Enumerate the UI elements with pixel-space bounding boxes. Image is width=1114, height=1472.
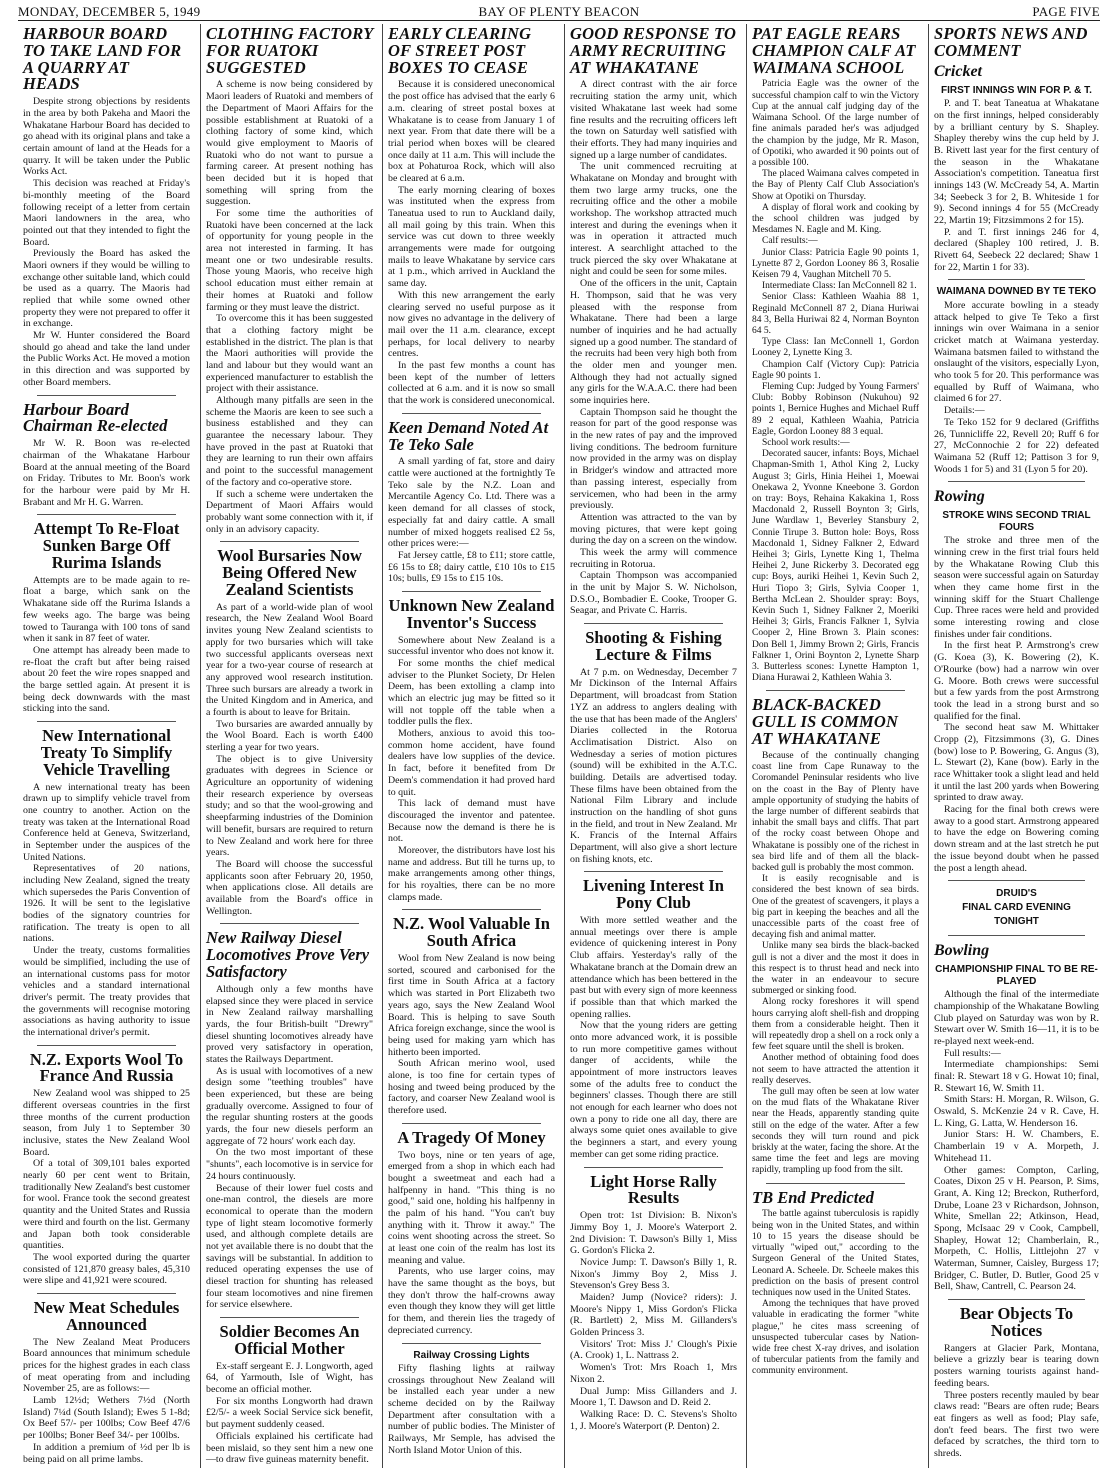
story-divider [220, 923, 359, 924]
article-paragraph: In the first heat P. Armstrong's crew (G. Koea (3), K. Bowering (2), K. O'Rourke (bow) had a narrow win over G. Moore. Both crews were successful but a few yards from the post Armstrong took the lead in a strong burst and so qualified for the final. [934, 640, 1099, 722]
story-divider [37, 395, 176, 396]
article-paragraph: Te Teko 152 for 9 declared (Griffiths 26, Tunnicliffe 22, Revell 20; Ruff 6 for 27, McConnochie 2 for 22) defeated Waimana 52 (Ruff 12; Pattison 3 for 9, Woods 1 for 5) and 31 (Lyon 5 for 20). [934, 416, 1099, 475]
article-paragraph: Dual Jump: Miss Gillanders and J. Moore 1, T. Dawson and D. Reid 2. [570, 1385, 737, 1409]
article-paragraph: Unlike many sea birds the black-backed gull is not a diver and the most it does in this respect is to thrust head and neck into the water in an endeavour to secure submerged or sinking food. [752, 941, 919, 997]
story-divider [584, 1167, 723, 1168]
article-paragraph: The New Zealand Meat Producers Board announces that minimum schedule prices for the highest grades in each class of meat operating from and including November 25, are as follows:— [23, 1336, 190, 1395]
article-paragraph: Among the techniques that have proved valuable in eradicating the former "white plague," he cites mass screening of unsuspected tubercular cases by Nation-wide free chest X-ray drives, and isolation of tubercular patients from the family and community environment. [752, 1299, 919, 1377]
story-divider [402, 591, 541, 592]
page-number: PAGE FIVE [1032, 4, 1100, 19]
article-headline: New International Treaty To Simplify Vehicle Travelling [40, 726, 173, 779]
article-paragraph: A direct contrast with the air force recruiting station the army unit, which visited Whakatane last week had some fine results and the recruiting officers left the town on Saturday well satisfied with their efforts. They had many inquiries and signed up a large number of candidates. [570, 79, 737, 161]
notice-line: DRUID'S [996, 888, 1037, 900]
article-paragraph: The stroke and three men of the winning crew in the first trial fours held by the Whakatane Rowing Club this season were successful again on Saturday when they came home first in the winning skiff for the Stuart Challenge Cup. Three races were held and provided some interesting rowing and close finishes under fair conditions. [934, 535, 1099, 640]
article [23, 399, 190, 509]
article-paragraph: Moreover, the distributors have lost his name and address. But till he turns up, to make arrangements among other things, for his royalties, there can be no more clamps made. [388, 844, 555, 903]
article-paragraph: The placed Waimana calves competed in the Bay of Plenty Calf Club Association's Show at Opotiki on Thursday. [752, 169, 919, 202]
article-paragraph: Of a total of 309,101 bales exported nearly 60 per cent went to Britain, traditionally New Zealand's best customer for wool. France took the second greatest quantity and the United States and Russia were third and fourth on the list. Germany and Japan both took considerable quantities. [23, 1158, 190, 1252]
article-headline: SPORTS NEWS AND COMMENT [934, 24, 1088, 60]
article-paragraph: One of the officers in the unit, Captain H. Thompson, said that he was very pleased with the response from Whakatane. There had been a large number of inquiries and he had actually signed up a good number. The standard of the recruits had been very high both from the older men and younger men. Although they had not actually signed any girls for the W.A.A.C. there had been some inquiries here. [570, 278, 737, 407]
article-paragraph: Patricia Eagle was the owner of the successful champion calf to win the Victory Cup at the annual calf judging day of the Waimana School. Of the large number of fine animals paraded her's was adjudged the champion by the judge, Mr R. Mason, of Opotiki, who awarded it 90 points out of a possible 100. [752, 79, 919, 168]
article-paragraph: New Zealand wool was shipped to 25 different overseas countries in the first three months of the current production season, from July 1 to September 30 inclusive, states the New Zealand Wool Board. [23, 1088, 190, 1158]
article [206, 548, 373, 917]
article-paragraph: It is easily recognisable and is considered the best known of sea birds. One of the greatest of scavengers, it plays a big part in keeping the beaches and all the unaccessible parts of the coast free of decaying fish and animal matter. [752, 874, 919, 941]
article-headline: PAT EAGLE REARS CHAMPION CALF AT WAIMANA SCHOOL [752, 24, 916, 77]
article-subhead: STROKE WINS SECOND TRIAL FOURS [942, 510, 1091, 533]
article-headline: N.Z. Exports Wool To France And Russia [29, 1049, 184, 1086]
article-paragraph: The Board will choose the successful applicants soon after February 20, 1950, when applications close. All details are available from the Board's office in Wellington. [206, 858, 373, 917]
article-paragraph: In addition a premium of ½d per lb is being paid on all prime lambs. [23, 1441, 190, 1465]
article-headline: Harbour Board Chairman Re-elected [23, 399, 168, 436]
article-paragraph: South African merino wool, used alone, is too fine for certain types of hosing and tweed being produced by the factory, and coarser New Zealand wool is therefore used. [388, 1058, 555, 1117]
story-divider [37, 721, 176, 722]
story-divider [766, 690, 905, 691]
story-divider [402, 1343, 541, 1344]
article-headline: Keen Demand Noted At Te Teko Sale [388, 417, 549, 454]
article [570, 26, 737, 617]
article-paragraph: Captain Thompson said he thought the reason for part of the good response was in the new rates of pay and the improved living conditions. The bedroom furniture now provided in the army was on display in Bridger's window and attracted more than passing interest, especially from servicemen, who had been in the army previously. [570, 406, 737, 512]
article-paragraph: The battle against tuberculosis is rapidly being won in the United States, and within 10 to 15 years the disease should be virtually "wiped out," according to the Surgeon General of the United States, Leonard A. Scheele. Dr. Scheele makes this prediction on the basis of present control techniques now used in the United States. [752, 1209, 919, 1298]
article [388, 1127, 555, 1337]
article-paragraph: Junior Stars: H. W. Chambers, E. Chamberlain 19 v A. Morpeth, J. Whitehead 11. [934, 1129, 1099, 1164]
article-paragraph: This lack of demand must have discouraged the inventor and patentee. Because now the demand is there he is not. [388, 798, 555, 845]
story-divider [948, 935, 1085, 936]
article-headline: Bear Objects To Notices [959, 1304, 1074, 1340]
article-paragraph: Intermediate Class: Ian McConnell 82 1. [762, 281, 917, 292]
article-headline: Shooting & Fishing Lecture & Films [585, 628, 722, 664]
masthead [18, 2, 1100, 21]
article-paragraph: Calf results:— [762, 236, 818, 247]
article-paragraph: Attempts are to be made again to re-float a barge, which sank on the Whakatane side off the Rurima Islands a few weeks ago. The barge was being towed to Tauranga with 100 tons of sand when it sank in 87 feet of water. [23, 574, 190, 645]
article [934, 488, 1099, 874]
article-paragraph: In the past few months a count has been kept of the number of letters collected at 6 a.m. and it is now so small that the work is considered uneconomical. [388, 359, 555, 407]
issue-date: MONDAY, DECEMBER 5, 1949 [18, 4, 201, 19]
article-subhead: Railway Crossing Lights [413, 1349, 530, 1361]
article-paragraph: P. and T. first innings 246 for 4, declared (Shapley 100 retired, J. B. Rivett 64, Seebeck 22 declared; Shaw 1 for 22, Martin 1 for 33). [934, 226, 1099, 273]
article-paragraph: Walking Race: D. C. Stevens's Sholto 1, J. Moore's Waterport (P. Denton) 2. [570, 1408, 737, 1432]
article [934, 887, 1099, 929]
story-divider [37, 514, 176, 515]
article-paragraph: Decorated saucer, infants: Boys, Michael Chapman-Smith 1, Athol King 2, Lucky August 3; Girls, Hinia Heihei 1, Moewai Onekawa 2, Yvonne Kneebone 3. Gordon on tray: Boys, Rehaina Kakakina 1, Ross Macdonald 2, Russell Boynton 3; Girls, June Wardlaw 1, Beverley Stansbury 2, Connie Tirupe 3. Button hole: Boys, Ross Macdonald 1, Sidney Falkner 2, Edward Heihei 3; Girls, Lynette King 1, Thelma Heihei 2, June Rickerby 3. Decorated egg cup: Boys, auriki Heihei 1, Kevin Such 2, Huri Tiopo 3; Girls, Sylvia Cooper 1, Bertha McLean 2. Shoulder spray: Boys, Kevin Such 1, Sidney Falkner 2, Moeriki Heihei 3; Girls, Francis Falkner 1, Sylvia Cooper 2, Hine Brown 3. Plain scones: Don Bell 1, Jimmy Brown 2; Girls, Francis Falkner 1, Orini Boynton 2, Lynette Sharp 3. Butterless scones: Lynette Hampton 1, Diana Hurawai 2, Kathleen Wahia 3. [752, 449, 919, 684]
article-headline: HARBOUR BOARD TO TAKE LAND FOR A QUARRY AT HEADS [23, 24, 182, 94]
story-divider [948, 481, 1085, 482]
article-paragraph: Now that the young riders are getting onto more advanced work, it is possible to run more competitive games without danger of accidents, while the appointment of more instructors leaves some of the adults free to conduct the beginners' classes. Though there are still not enough for each learner who does not own a pony to ride one all day, there are always some quiet ones available to give the beginners a start, and every young member can get some riding practice. [570, 1020, 737, 1160]
article [752, 697, 919, 1176]
article-headline: BLACK-BACKED GULL IS COMMON AT WHAKATANE [752, 695, 899, 749]
article-paragraph: Maiden? Jump (Novice? riders): J. Moore's Nippy 1, Miss Gordon's Flicka (R. Bartlett) 2, Miss M. Gillanders's Golden Princess 3. [570, 1292, 737, 1339]
article-paragraph: Two bursaries are awarded annually by the Wool Board. Each is worth £400 sterling a year for two years. [206, 718, 373, 754]
article [388, 595, 555, 903]
article-paragraph: Fat Jersey cattle, £8 to £11; store cattle, £6 15s to £8; dairy cattle, £10 10s to £15 10s; bulls, £9 15s to £15 10s. [388, 549, 555, 585]
article [23, 728, 190, 1039]
article-paragraph: Novice Jump: T. Dawson's Billy 1, R. Nixon's Jimmy Boy 2, Miss J. Stevenson's Grey Bess 3. [570, 1256, 737, 1292]
article [752, 26, 919, 684]
article-paragraph: A scheme is now being considered by Maori leaders of Ruatoki and members of the Department of Maori Affairs for the possible establishment at Ruatoki of a clothing factory of some kind, which would give employment to Maoris of Ruatoki who do not want to pursue a farming career. At present nothing has been decided but it is hoped that something will spring from the suggestion. [206, 79, 373, 208]
story-divider [37, 1045, 176, 1046]
article-paragraph: At 7 p.m. on Wednesday, December 7 Mr Dickinson of the Internal Affairs Department, will broadcast from Station 1YZ an address to anglers dealing with the use that has been made of the Anglers' Diaries collected in the Rotorua Acclimatisation District. Also on Wednesday a series of motion pictures (sound) will be exhibited in the A.T.C. building. Details are advertised today. These films have been obtained from the National Film Library and include instruction on the handling of shot guns in the field, and trout in New Zealand. Mr K. Francis of the Internal Affairs Department, will also give a short lecture on fishing knots, etc. [570, 666, 737, 865]
article-headline: New Meat Schedules Announced [33, 1297, 180, 1334]
article-paragraph: Officials explained his certificate had been mislaid, so they sent him a new one—to draw five guineas maternity benefit. [206, 1430, 373, 1466]
article-paragraph: Details:— [944, 405, 985, 417]
section-heading: Rowing [934, 488, 985, 506]
story-divider [402, 909, 541, 910]
article-headline: EARLY CLEARING OF STREET POST BOXES TO CEASE [388, 24, 532, 77]
story-divider [220, 1317, 359, 1318]
article-headline: CLOTHING FACTORY FOR RUATOKI SUGGESTED [206, 24, 373, 77]
article-paragraph: For some months the chief medical adviser to the Plunket Society, Dr Helen Deem, has been extolling a clamp into which an electric jug may be fitted so it will not topple off the table when a toddler pulls the flex. [388, 657, 555, 728]
article-paragraph: The object is to give University graduates with degrees in Science or Agriculture an opportunity of widening their research experience by overseas study; and so that the wool-growing and sheepfarming industries of the Dominion will benefit, bursars are required to return to New Zealand and work here for three years. [206, 753, 373, 859]
article-headline: Unknown New Zealand Inventor's Success [388, 595, 555, 632]
article-paragraph: The wool exported during the quarter consisted of 121,870 greasy bales, 45,310 were slipe and 41,921 were scoured. [23, 1251, 190, 1287]
article [570, 1171, 737, 1433]
story-divider [37, 1293, 176, 1294]
article-paragraph: With more settled weather and the annual meetings over there is ample evidence of quickening interest in Pony Club affairs. Yesterday's rally of the Whakatane branch at the Domain drew an attendance which has been bettered in the past but with every sign of more keenness if possible than that which marked the opening rallies. [570, 915, 737, 1020]
article-paragraph: Intermediate championships: Semi final: R. Stewart 18 v G. Howat 10; final, R. Stewart 16, W. Smith 11. [934, 1059, 1099, 1094]
article-paragraph: The gull may often be seen at low water on the mud flats of the Whakatane River near the Heads, apparently standing quite still on the edge of the water. After a few seconds they will turn round and pick briskly at the water, facing the shore. At the same time the feet and legs are moving rapidly, trampling up food from the silt. [752, 1087, 919, 1176]
article-paragraph: Because of their lower fuel costs and one-man control, the diesels are more economical to operate than the modern type of light steam locomotive formerly used, and although complete details are not yet available there is no doubt that the savings will be substantial. In addition to reduced operating expenses the use of diesel traction for shunting has released four steam locomotives and nine firemen for service elsewhere. [206, 1182, 373, 1311]
article-paragraph: A small yarding of fat, store and dairy cattle were auctioned at the fortnightly Te Teko sale by the N.Z. Loan and Mercantile Agency Co. Ltd. There was a keen demand for all classes of stock, especially fat and dairy cattle. A small number of mixed hoggets realised £2 5s, other prices were:— [388, 456, 555, 550]
article-paragraph: School work results:— [762, 437, 850, 448]
article-paragraph: Racing for the final both crews were away to a good start. Armstrong appeared to have the edge on Bowering coming down stream and at the last stretch he put the issue beyond doubt when he passed the post a length ahead. [934, 804, 1099, 874]
article-paragraph: Previously the Board has asked the Maori owners if they would be willing to exchange other suitable land, which could be used as a quarry. The Maoris had replied that while some owned other property they were not prepared to offer it in exchange. [23, 248, 190, 330]
column-1 [18, 24, 194, 1468]
article-paragraph: P. and T. beat Taneatua at Whakatane on the first innings, helped considerably by a brilliant century by S. Shapley. Shapley thereby wins the cup held by J. B. Rivett last year for the first century of the season in the Whakatane Association's competition. Taneatua first innings 143 (W. McCready 54, A. Martin 34; Seebeck 3 for 2, B. Whiteside 1 for 9). Second innings 4 for 55 (McCready 22, Martin 19; Fitzsimmons 2 for 15). [934, 98, 1099, 227]
article-headline: Attempt To Re-Float Sunken Barge Off Rurima Islands [33, 519, 180, 572]
article-paragraph: Lamb 12½d; Wethers 7½d (North Island) 7¼d (South Island); Ewes 5 1-8d; Ox Beef 57/- per 100lbs; Cow Beef 47/6 per 100lbs; Boner Beef 34/- per 100lbs. [23, 1395, 190, 1442]
article-paragraph: Two boys, nine or ten years of age, emerged from a shop in which each had bought a sweetmeat and each had a halfpenny in hand. "This thing is no good," said one, holding his halfpenny in the palm of his hand. "You can't buy anything with it. Throw it away." The coins went shooting across the street. So at least one coin of the realm has lost its meaning and value. [388, 1149, 555, 1266]
article [570, 878, 737, 1160]
article-headline: N.Z. Wool Valuable In South Africa [393, 914, 550, 951]
column-4 [564, 24, 741, 1468]
article-paragraph: With this new arrangement the early clearing served no useful purpose as it now gives no advantage in the delivery of mail over the 11 a.m. clearance, except perhaps, for local delivery to nearby centres. [388, 289, 555, 360]
article-paragraph: For some time the authorities of Ruatoki have been concerned at the lack of opportunity for young people in the area not interested in farming. It has meant one or two undesirable results. Those young Maoris, who receive high school education must either remain at their homes at Ruatoki and follow farming or they must leave the district. [206, 208, 373, 313]
article-subhead: WAIMANA DOWNED BY TE TEKO [936, 286, 1097, 298]
article-paragraph: Parents, who use larger coins, may have the same thought as the boys, but they don't throw the half-crowns away even though they know they will get little for them, and therein lies the tragedy of depreciated currency. [388, 1266, 555, 1336]
article [23, 1297, 190, 1465]
notice-box [934, 887, 1099, 929]
article [206, 26, 373, 535]
story-divider [402, 1123, 541, 1124]
article-paragraph: One attempt has already been made to re-float the craft but after being raised about 20 feet the wire ropes snapped and the barge settled again. At present it is being deck downwards with the mast sticking into the sand. [23, 644, 190, 715]
article-headline: Wool Bursaries Now Being Offered New Zealand Scientists [217, 546, 362, 599]
article [23, 26, 190, 389]
column-2 [200, 24, 377, 1468]
article-paragraph: Under the treaty, customs formalities would be simplified, including the use of an international customs pass for motor vehicles and a standard international driver's permit. The treaty provides that the governments will recognise motoring associations as having authority to issue the international driver's permit. [23, 945, 190, 1038]
story-divider [948, 279, 1085, 280]
article-headline: GOOD RESPONSE TO ARMY RECRUITING AT WHAKATANE [570, 24, 737, 77]
article-paragraph: On the two most important of these "shunts", each locomotive is in service for 24 hours continuously. [206, 1147, 373, 1182]
article-headline: New Railway Diesel Locomotives Prove Very Satisfactory [206, 928, 370, 981]
article-paragraph: As is usual with locomotives of a new design some "teething troubles" have been experienced, but these are being gradually overcome. Assigned to four of the regular shunting rosters at the goods yards, the four new diesels perform an aggregate of 72 hours' work each day. [206, 1065, 373, 1147]
article-paragraph: Fleming Cup: Judged by Young Farmers' Club: Bobby Robinson (Nukuhou) 92 points 1, Bernice Hughes and Michael Ruff 89 2 equal, Kathleen Waahia, Patricia Eagle, Gordon Looney 88 3 equal. [752, 381, 919, 437]
article-paragraph: A display of floral work and cooking by the school children was judged by Mesdames N. Eagle and M. King. [752, 202, 919, 236]
column-6 [928, 24, 1103, 1468]
article [206, 1324, 373, 1466]
article-paragraph: Other games: Compton, Carling, Coates, Dixon 25 v H. Pearson, P. Sims, Grant, A. King 12; Breckon, Rutherford, Drube, Loane 23 v Richardson, Johnson, White, Smellan 22; Atkinson, Head, Spong, McIsaac 29 v Cook, Campbell, Shapley, Howat 12; Chamberlain, R., Morpeth, C. Hollis, Littlejohn 27 v Waterman, Sumner, Caisley, Burgess 17; Bridger, C. Butler, D. Butler, Good 25 v Bell, Shaw, Cantrell, C. Pearson 24. [934, 1164, 1099, 1293]
article-paragraph: Visitors' Trot: Miss J.' Clough's Pixie (A. Crook) 1, L. Nattrass 2. [570, 1338, 737, 1362]
article [23, 1049, 190, 1287]
article-paragraph: Senior Class: Kathleen Waahia 88 1, Reginald McConnell 87 2, Diana Huriwai 84 3, Bella Huriwai 82 4, Norman Boynton 64 5. [752, 292, 919, 336]
article-paragraph: The early morning clearing of boxes was instituted when the express from Taneatua used to run to Auckland daily, all mail going by this train. When this service was cut down to three weekly arrangements were made for outgoing mails to leave Whakatane by service cars at 1 p.m., which arrived in Auckland the same day. [388, 184, 555, 290]
article-paragraph: To overcome this it has been suggested that a clothing factory might be established in the district. The plan is that the Maori authorities will provide the land and labour but they would want an experienced manufacturer to establish the project with their assistance. [206, 313, 373, 395]
article-headline: Livening Interest In Pony Club [583, 876, 724, 913]
article-headline: TB End Predicted [752, 1187, 874, 1207]
article-paragraph: This week the army will commence recruiting in Rotorua. [570, 546, 737, 570]
story-divider [766, 1183, 905, 1184]
article-paragraph: Because it is considered uneconomical the post office has advised that the early 6 a.m. clearing of street postal boxes at Whakatane is to cease from January 1 of next year. From that date there will be a trial period when boxes will be cleared once daily at 11 a.m. This will include the box at Pohaturoa Rock, which will also be cleared at 6 a.m. [388, 79, 555, 184]
article [23, 521, 190, 715]
article-paragraph: Somewhere about New Zealand is a successful inventor who does not know it. [388, 634, 555, 658]
article-headline: A Tragedy Of Money [397, 1127, 546, 1147]
article [934, 1306, 1099, 1460]
article [934, 286, 1099, 475]
article-paragraph: As part of a world-wide plan of wool research, the New Zealand Wool Board invites young New Zealand scientists to apply for two bursaries which will take two successful applicants overseas next year for a two-year course of research at any approved wool research institution. Three such bursars are already a twork in the United Kingdom and in America, and a fourth is about to leave for Britain. [206, 601, 373, 718]
article-paragraph: Mr W. R. Boon was re-elected chairman of the Whakatane Harbour Board at the annual meeting of the Board on Friday. Tributes to Mr. Boon's work for the harbour were paid by Mr H. Brabant and Mr H. G. Warren. [23, 438, 190, 508]
article-paragraph: Mr W. Hunter considered the Board should go ahead and take the land under the Public Works Act. He moved a motion in this direction and was supported by other Board members. [23, 330, 190, 388]
article [934, 26, 1099, 273]
article-paragraph: Because of the continually changing coast line from Cape Runaway to the Coromandel Peninsular residents who live on the coast in the Bay of Plenty have ample opportunity of studying the habits of the large number of different seabirds that inhabit the small bays and cliffs. That part of the rocky coast between Ohope and Whakatane is possibly one of the richest in sea bird life and of them all the black-backed gull is probably the most common. [752, 750, 919, 873]
article-paragraph: Champion Calf (Victory Cup): Patricia Eagle 90 points 1. [752, 359, 919, 381]
story-divider [948, 880, 1085, 881]
article-paragraph: Another method of obtaining food does not seem to have attracted the attention it really deserves. [752, 1053, 919, 1086]
notice-line: FINAL CARD EVENING [962, 902, 1071, 914]
article [388, 1350, 555, 1457]
article-paragraph: The unit commenced recruiting at Whakatane on Monday and brought with them two large army trucks, one the recruiting office and the other a mobile workshop. The workshop attracted much interest and during the evenings when it was in operation it attracted much interest. A searchlight attached to the truck pierced the sky over Whakatane at night and could be seen for some miles. [570, 161, 737, 278]
story-divider [584, 623, 723, 624]
article-paragraph: Rangers at Glacier Park, Montana, believe a grizzly bear is tearing down posters warning tourists against hand-feeding bears. [934, 1342, 1099, 1389]
article-paragraph: If such a scheme were undertaken the Department of Maori Affairs would probably want some connection with it, if only in an advisory capacity. [206, 488, 373, 535]
article-paragraph: Ex-staff sergeant E. J. Longworth, aged 64, of Yarmouth, Isle of Wight, has become an official mother. [206, 1360, 373, 1396]
article [206, 930, 373, 1311]
article [752, 1187, 919, 1378]
notice-line: TONIGHT [994, 916, 1039, 928]
article [388, 916, 555, 1116]
article [388, 417, 555, 585]
story-divider [402, 413, 541, 414]
article-paragraph: For six months Longworth had drawn £2/5/- a week Social Service sick benefit, but payment suddenly ceased. [206, 1395, 373, 1431]
article-paragraph: Fifty flashing lights at railway crossings throughout New Zealand will be installed each year under a new scheme decided on by the Railway Department after consultation with a number of public bodies. The Minister of Railways, Mr Semple, has advised the North Island Motor Union of this. [388, 1363, 555, 1456]
article-paragraph: Although only a few months have elapsed since they were placed in service in New Zealand railway marshalling yards, the four British-built "Drewry" diesel shunting locomotives already have proved very satisfactory in operation, states the Railways Department. [206, 983, 373, 1065]
article-paragraph: Representatives of 20 nations, including New Zealand, signed the treaty which supersedes the Paris Convention of 1926. It will be sent to the legislative bodies of the signatory countries for ratification. The treaty is open to all nations. [23, 863, 190, 945]
column-3 [382, 24, 559, 1468]
article-paragraph: Three posters recently mauled by bear claws read: "Bears are often rude; Bears eat fingers as well as food; Play safe, don't feed bears. The first two were defaced by scratches, the third torn to shreds. [934, 1389, 1099, 1459]
article-paragraph: Mothers, anxious to avoid this too-common home accident, have found dealers have low supplies of the device. In fact, before it benefited from Dr Deem's commendation it had proved hard to quit. [388, 728, 555, 798]
article-paragraph: More accurate bowling in a steady attack helped to give Te Teko a first innings win over Waimana in a senior cricket match at Waimana yesterday. Waimana batsmen failed to withstand the onslaught of the visitors, especially Lyon, who took 5 for 20. This performance was equalled by Ruff of Waimana, who claimed 6 for 27. [934, 299, 1099, 405]
article-paragraph: Although many pitfalls are seen in the scheme the Maoris are keen to see such a business established and they can guarantee the necessary labour. They have proved in the past at Ruatoki that they are learning to run their own affairs and point to the successful management of the factory and co-operative store. [206, 395, 373, 488]
article-paragraph: A new international treaty has been drawn up to simplify vehicle travel from one country to another. Action on the treaty was taken at the International Road Conference held at Geneva, Switzerland, in September under the auspices of the United Nations. [23, 781, 190, 863]
article-paragraph: Along rocky foreshores it will spend hours carrying aloft shell-fish and dropping them from a considerable height. Then it will repeatedly drop a shell on a rock only a few feet square until the shell is broken. [752, 997, 919, 1053]
article-paragraph: Captain Thompson was accompanied in the unit by Major S. W. Nicholson, D.S.O., Bombadier E. Cooke, Trooper G. Seagar, and Private C. Harris. [570, 570, 737, 617]
article-paragraph: Although the final of the intermediate championship of the Whakatane Bowling Club played on Saturday was won by R. Stewart over W. Smith 16—11, it is to be re-played next week-end. [934, 989, 1099, 1047]
article-headline: Soldier Becomes An Official Mother [219, 1322, 360, 1358]
article [934, 942, 1099, 1293]
article-paragraph: Attention was attracted to the van by moving pictures, that were kept going during the day on a screen on the window. [570, 511, 737, 547]
paper-name: BAY OF PLENTY BEACON [478, 4, 640, 19]
article-paragraph: Type Class: Ian McConnell 1, Gordon Looney 2, Lynette King 3. [752, 337, 919, 359]
article-paragraph: This decision was reached at Friday's bi-monthly meeting of the Board following receipt of a letter from certain Maori landowners in the area, who pointed out that they intended to fight the Board. [23, 178, 190, 248]
article-paragraph: Despite strong objections by residents in the area by both Pakeha and Maori the Whakatane Harbour Board has decided to go ahead with its original plans and take a certain amount of land at the Heads for a quarry. It will be taken under the Public Works Act. [23, 96, 190, 178]
article-subhead: FIRST INNINGS WIN FOR P. & T. [941, 84, 1092, 96]
article-paragraph: Wool from New Zealand is now being sorted, scoured and carbonised for the first time in South Africa at a factory which was started in Port Elizabeth two years ago, says the New Zealand Wool Board. This is helping to save South Africa foreign exchange, since the wool is being used for making yarn which has hitherto been imported. [388, 953, 555, 1058]
article-paragraph: Smith Stars: H. Morgan, R. Wilson, G. Oswald, S. McKenzie 24 v R. Cave, H. L. King, G. Latta, W. Henderson 16. [934, 1094, 1099, 1129]
article-paragraph: The second heat saw M. Whittaker Cropp (2), Fitzsimmons (3), G. Dines (bow) lose to P. Bowering, G. Angus (3), L. Stewart (2), Kane (bow). Early in the race Whittaker took a slight lead and held it until the last 200 yards when Bowering sprinted to draw away. [934, 722, 1099, 804]
section-heading: Bowling [934, 942, 990, 960]
article [570, 630, 737, 865]
article [388, 26, 555, 407]
article-paragraph: Junior Class: Patricia Eagle 90 points 1, Lynette 87 2, Gordon Looney 86 3, Rosalie Keisen 79 4, Vaughan Mitchell 70 5. [752, 247, 919, 280]
story-divider [584, 871, 723, 872]
section-heading: Cricket [934, 62, 982, 80]
article-subhead: CHAMPIONSHIP FINAL TO BE RE-PLAYED [935, 964, 1098, 987]
column-5 [746, 24, 923, 1468]
article-headline: Light Horse Rally Results [590, 1171, 717, 1208]
story-divider [948, 1299, 1085, 1300]
article-paragraph: Open trot: 1st Division: B. Nixon's Jimmy Boy 1, J. Moore's Waterport 2. 2nd Division: T. Dawson's Billy 1, Miss G. Gordon's Flicka 2. [570, 1210, 737, 1257]
article-paragraph: Women's Trot: Mrs Roach 1, Mrs Nixon 2. [570, 1362, 737, 1385]
article-paragraph: Full results:— [944, 1047, 1001, 1059]
story-divider [220, 541, 359, 542]
